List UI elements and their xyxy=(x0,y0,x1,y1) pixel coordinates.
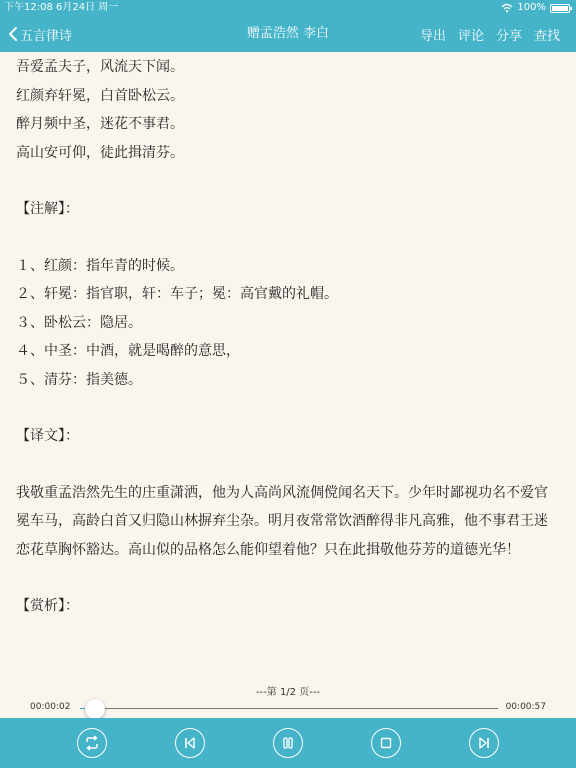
current-time: 00:00:02 xyxy=(30,702,71,712)
verse-line: 红颜弃轩冕，白首卧松云。 xyxy=(16,87,184,104)
player-controls xyxy=(0,718,576,768)
battery-icon xyxy=(550,4,570,13)
search-button[interactable]: 查找 xyxy=(533,28,560,44)
total-time: 00:00:57 xyxy=(505,702,546,712)
next-button[interactable] xyxy=(469,728,499,758)
translation-text: 我敬重孟浩然先生的庄重潇洒，他为人高尚风流倜傥闻名天下。少年时鄙视功名不爱官冕车马，高龄白首又归隐山林摒弃尘杂。明月夜常常饮酒醉得非凡高雅，他不事君王迷恋花草胸怀豁达。高山似的品格怎么能仰望着他？只在此揖敬他芬芳的道德光华！ xyxy=(16,484,548,558)
notes-list xyxy=(16,252,560,395)
stop-icon xyxy=(378,735,394,751)
share-button[interactable]: 分享 xyxy=(495,28,522,44)
notes-heading: 【注解】： xyxy=(16,201,79,217)
comment-button[interactable]: 评论 xyxy=(457,28,484,44)
previous-button[interactable] xyxy=(175,728,205,758)
back-button[interactable] xyxy=(8,16,72,52)
note-item: １、红颜：指年青的时候。 xyxy=(16,257,184,274)
poem-content[interactable] xyxy=(0,52,576,688)
note-item: ２、轩冕：指官职，轩：车子；冕：高官戴的礼帽。 xyxy=(16,286,338,302)
stop-button[interactable] xyxy=(371,728,401,758)
previous-icon xyxy=(182,735,198,751)
next-icon xyxy=(476,735,492,751)
note-item: ４、中圣：中酒，就是喝醉的意思， xyxy=(16,343,240,359)
pause-button[interactable] xyxy=(273,728,303,758)
export-button[interactable]: 导出 xyxy=(419,28,446,44)
note-item: ５、清芬：指美德。 xyxy=(16,371,142,388)
repeat-icon xyxy=(83,734,101,752)
verse-line: 吾爱孟夫子，风流天下闻。 xyxy=(16,59,184,75)
status-bar xyxy=(0,0,576,16)
note-item: ３、卧松云：隐居。 xyxy=(16,314,142,331)
back-label: 五言律诗 xyxy=(20,28,73,44)
wifi-icon xyxy=(501,3,513,13)
verse-line: 醉月频中圣，迷花不事君。 xyxy=(16,116,184,132)
translation-heading: 【译文】： xyxy=(16,428,79,444)
audio-progress xyxy=(0,698,576,718)
repeat-button[interactable] xyxy=(77,728,107,758)
chevron-left-icon xyxy=(8,26,18,42)
verse-line: 高山安可仰，徒此揖清芬。 xyxy=(16,144,184,161)
analysis-heading: 【赏析】： xyxy=(16,598,79,614)
battery-percent: 100% xyxy=(517,2,546,13)
page-title: 赠孟浩然 李白 xyxy=(246,26,330,41)
nav-bar xyxy=(0,16,576,52)
status-time-date: 下午12:08 6月24日 周一 xyxy=(4,2,119,13)
pause-icon xyxy=(280,735,296,751)
page-indicator: ---第 1/2 页--- xyxy=(255,687,321,698)
progress-slider-thumb[interactable] xyxy=(85,699,105,719)
progress-track[interactable] xyxy=(80,708,498,709)
